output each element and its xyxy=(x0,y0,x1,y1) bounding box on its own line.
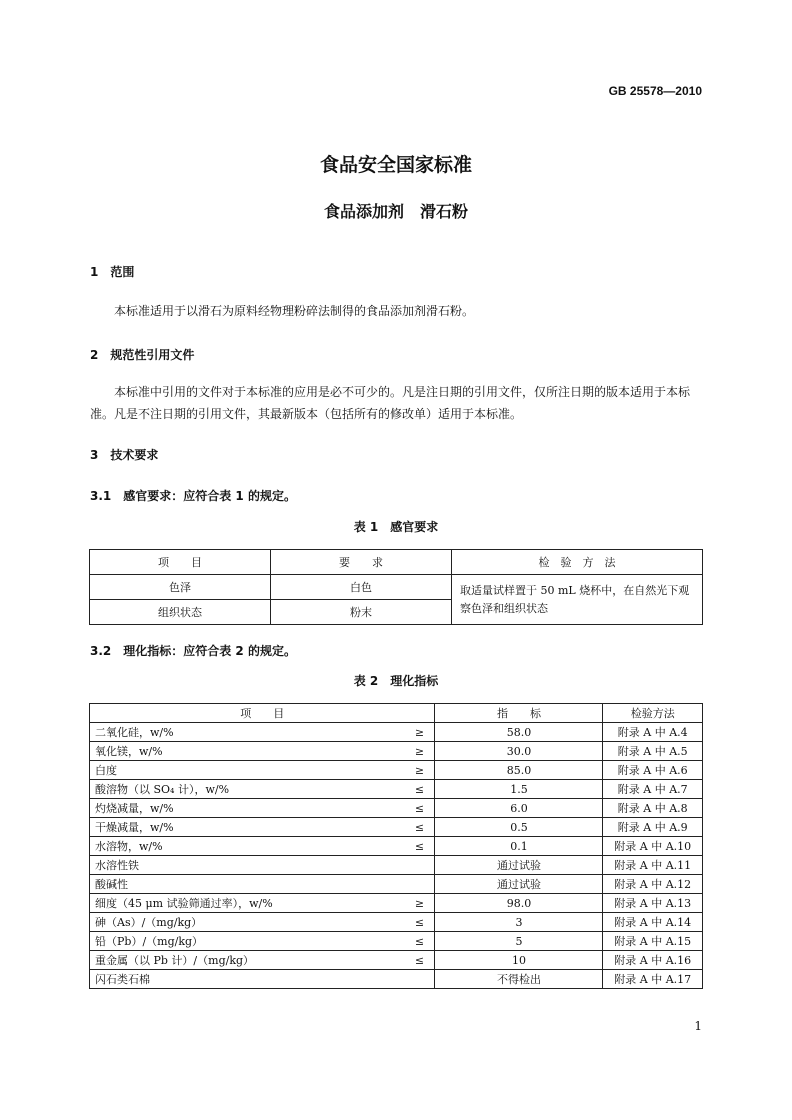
table-row xyxy=(90,856,703,875)
table-cell-method: 附录 A 中 A.15 xyxy=(603,932,703,951)
table-header-cell: 检 验 方 法 xyxy=(452,550,703,575)
table-cell-method: 附录 A 中 A.5 xyxy=(603,742,703,761)
table-row xyxy=(90,575,703,600)
table-row xyxy=(90,723,703,742)
table-header-row xyxy=(90,550,703,575)
table-cell-sign: ≤ xyxy=(404,818,435,837)
table-cell-value: 不得检出 xyxy=(435,970,603,989)
section-3-2-heading: 3.2 理化指标：应符合表 2 的规定。 xyxy=(90,644,296,658)
table-cell-method: 附录 A 中 A.10 xyxy=(603,837,703,856)
table-row xyxy=(90,951,703,970)
table-cell: 白色 xyxy=(271,575,452,600)
table-cell-value: 30.0 xyxy=(435,742,603,761)
table-cell-sign: ≥ xyxy=(404,723,435,742)
table-cell-item: 酸碱性 xyxy=(90,875,405,894)
standard-number: GB 25578—2010 xyxy=(608,84,702,98)
table-cell-value: 1.5 xyxy=(435,780,603,799)
table-2-caption: 表 2 理化指标 xyxy=(353,674,439,688)
table-cell-sign: ≤ xyxy=(404,951,435,970)
document-title: 食品安全国家标准 xyxy=(319,154,472,176)
table-cell-item: 铅（Pb）/（mg/kg） xyxy=(90,932,405,951)
table-cell-sign: ≥ xyxy=(404,761,435,780)
table-cell-item: 干燥减量，w/% xyxy=(90,818,405,837)
table-cell: 粉末 xyxy=(271,600,452,625)
table-cell-value: 3 xyxy=(435,913,603,932)
table-cell-value: 5 xyxy=(435,932,603,951)
table-row xyxy=(90,780,703,799)
table-row xyxy=(90,837,703,856)
table-cell-method: 附录 A 中 A.9 xyxy=(603,818,703,837)
table-cell: 组织状态 xyxy=(90,600,271,625)
table-header-row xyxy=(90,704,703,723)
table-1-caption: 表 1 感官要求 xyxy=(353,520,439,534)
table-cell-item: 灼烧减量，w/% xyxy=(90,799,405,818)
table-cell-item: 氧化镁，w/% xyxy=(90,742,405,761)
table-cell-value: 10 xyxy=(435,951,603,970)
table-cell-sign xyxy=(404,875,435,894)
table-row xyxy=(90,818,703,837)
table-cell-value: 98.0 xyxy=(435,894,603,913)
table-cell-sign: ≥ xyxy=(404,742,435,761)
table-cell-value: 85.0 xyxy=(435,761,603,780)
table-cell-method: 附录 A 中 A.12 xyxy=(603,875,703,894)
table-cell-method: 附录 A 中 A.7 xyxy=(603,780,703,799)
section-1-heading: 1 范围 xyxy=(90,265,135,279)
table-cell-item: 白度 xyxy=(90,761,405,780)
table-2 xyxy=(89,703,703,989)
table-row xyxy=(90,761,703,780)
table-cell-sign: ≥ xyxy=(404,894,435,913)
table-cell-method: 附录 A 中 A.16 xyxy=(603,951,703,970)
table-cell-method: 附录 A 中 A.8 xyxy=(603,799,703,818)
table-cell-method: 取适量试样置于 50 mL 烧杯中，在自然光下观察色泽和组织状态 xyxy=(452,575,703,625)
table-cell-item: 细度（45 μm 试验筛通过率），w/% xyxy=(90,894,405,913)
table-cell-item: 酸溶物（以 SO₄ 计），w/% xyxy=(90,780,405,799)
table-cell-method: 附录 A 中 A.6 xyxy=(603,761,703,780)
table-header-cell: 项 目 xyxy=(90,550,271,575)
table-cell-method: 附录 A 中 A.11 xyxy=(603,856,703,875)
table-1 xyxy=(89,549,703,625)
table-row xyxy=(90,894,703,913)
table-cell-method: 附录 A 中 A.13 xyxy=(603,894,703,913)
table-cell-method: 附录 A 中 A.14 xyxy=(603,913,703,932)
table-cell-sign xyxy=(404,856,435,875)
table-row xyxy=(90,742,703,761)
table-header-cell: 项 目 xyxy=(90,704,435,723)
table-cell-item: 闪石类石棉 xyxy=(90,970,405,989)
table-row xyxy=(90,799,703,818)
table-cell-value: 0.5 xyxy=(435,818,603,837)
table-cell-sign: ≤ xyxy=(404,837,435,856)
table-cell-item: 水溶物，w/% xyxy=(90,837,405,856)
table-cell-sign xyxy=(404,970,435,989)
table-cell-method: 附录 A 中 A.17 xyxy=(603,970,703,989)
table-cell-item: 水溶性铁 xyxy=(90,856,405,875)
table-cell-value: 6.0 xyxy=(435,799,603,818)
table-header-cell: 要 求 xyxy=(271,550,452,575)
table-header-cell: 检验方法 xyxy=(603,704,703,723)
table-row xyxy=(90,875,703,894)
table-cell-item: 砷（As）/（mg/kg） xyxy=(90,913,405,932)
table-header-cell: 指 标 xyxy=(435,704,603,723)
table-cell: 色泽 xyxy=(90,575,271,600)
section-3-1-heading: 3.1 感官要求：应符合表 1 的规定。 xyxy=(90,489,296,503)
table-cell-sign: ≤ xyxy=(404,780,435,799)
table-cell-value: 通过试验 xyxy=(435,856,603,875)
table-cell-value: 0.1 xyxy=(435,837,603,856)
document-subtitle: 食品添加剂 滑石粉 xyxy=(323,202,468,221)
table-cell-method: 附录 A 中 A.4 xyxy=(603,723,703,742)
table-row xyxy=(90,970,703,989)
page-number: 1 xyxy=(694,1019,702,1033)
table-cell-sign: ≤ xyxy=(404,913,435,932)
section-3-heading: 3 技术要求 xyxy=(90,448,159,462)
table-row xyxy=(90,913,703,932)
table-cell-item: 重金属（以 Pb 计）/（mg/kg） xyxy=(90,951,405,970)
section-1-body: 本标准适用于以滑石为原料经物理粉碎法制得的食品添加剂滑石粉。 xyxy=(114,304,475,318)
table-cell-item: 二氧化硅，w/% xyxy=(90,723,405,742)
table-cell-value: 58.0 xyxy=(435,723,603,742)
table-row xyxy=(90,932,703,951)
table-cell-sign: ≤ xyxy=(404,932,435,951)
section-2-heading: 2 规范性引用文件 xyxy=(90,348,195,362)
table-cell-sign: ≤ xyxy=(404,799,435,818)
section-2-body: 本标准中引用的文件对于本标准的应用是必不可少的。凡是注日期的引用文件，仅所注日期的版本适用于本标准。凡是不注日期的引用文件，其最新版本（包括所有的修改单）适用于本标准。 xyxy=(90,385,691,421)
table-cell-value: 通过试验 xyxy=(435,875,603,894)
